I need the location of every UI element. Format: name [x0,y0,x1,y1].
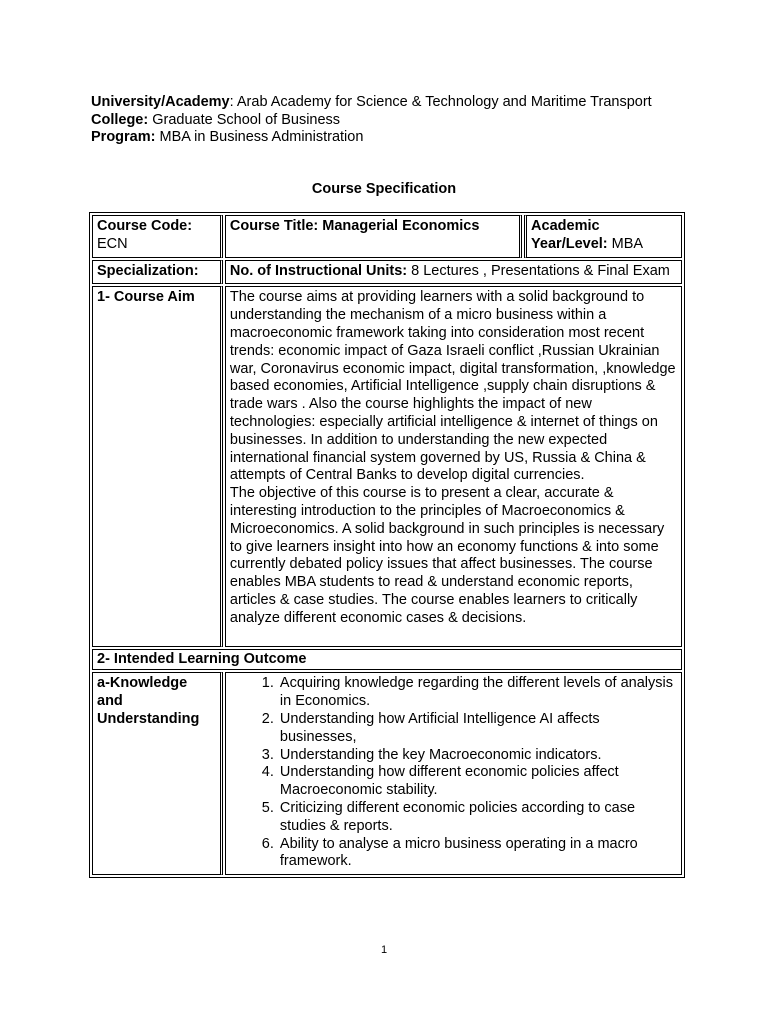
table-row [92,260,682,285]
course-aim-label: 1- Course Aim [92,286,223,646]
course-spec-table [89,212,685,878]
list-item: 2. Understanding how Artificial Intelligence AI affects businesses, [278,711,677,747]
page-number: 1 [380,944,388,956]
ilo-heading: 2- Intended Learning Outcome [92,649,682,671]
list-item: 4. Understanding how different economic policies affect Macroeconomic stability. [278,764,677,800]
specialization-cell: Specialization: [92,260,223,285]
table-row [92,672,682,875]
document-header [91,94,652,147]
table-row [92,215,682,258]
knowledge-list-cell [225,672,682,875]
course-title-cell: Course Title: Managerial Economics [225,215,522,258]
units-cell: No. of Instructional Units: 8 Lectures , Presentations & Final Exam [225,260,682,285]
page-title: Course Specification [311,181,457,197]
list-item: 6. Ability to analyse a micro business operating in a macro framework. [278,836,677,872]
list-item: 1. Acquiring knowledge regarding the different levels of analysis in Economics. [278,675,677,711]
university-line: University/Academy: Arab Academy for Science & Technology and Maritime Transport [91,94,652,110]
academic-level-cell: Academic Year/Level: MBA [524,215,682,258]
ilo-list [230,675,677,871]
course-code-cell: Course Code: ECN [92,215,223,258]
list-item: 5. Criticizing different economic policies according to case studies & reports. [278,800,677,836]
program-line: Program: MBA in Business Administration [91,129,364,145]
list-item: 3. Understanding the key Macroeconomic indicators. [278,747,677,765]
knowledge-label: a-Knowledge and Understanding [92,672,223,875]
college-line: College: Graduate School of Business [91,111,341,128]
table-row [92,286,682,646]
table-row [92,649,682,671]
course-aim-text: The course aims at providing learners with a solid background to understanding the mechanism of a micro business within a macroeconomic framework taking into consideration most recent trends: economic impact of Gaza Israeli conflict ,Russian Ukrainian war, Coronavirus economic impact, digital transformation, ,knowledge based economies, Artificial Intelligence ,supply chain disruptions & trade wars . Also the course highlights the impact of new technologies: especially artificial intelligence & internet of things on businesses. In addition to understanding the new expected international financial system governed by US, Russia & China & attempts of Central Banks to develop digital currencies. The objective of this course is to present a clear, accurate & interesting introduction to the principles of Macroeconomics & Microeconomics. A solid background in such principles is necessary to give learners insight into how an economy functions & into some currently debated policy issues that affect businesses. The course enables MBA students to read & understand economic reports, articles & case studies. The course enables learners to critically analyze different economic cases & decisions. [225,286,682,646]
